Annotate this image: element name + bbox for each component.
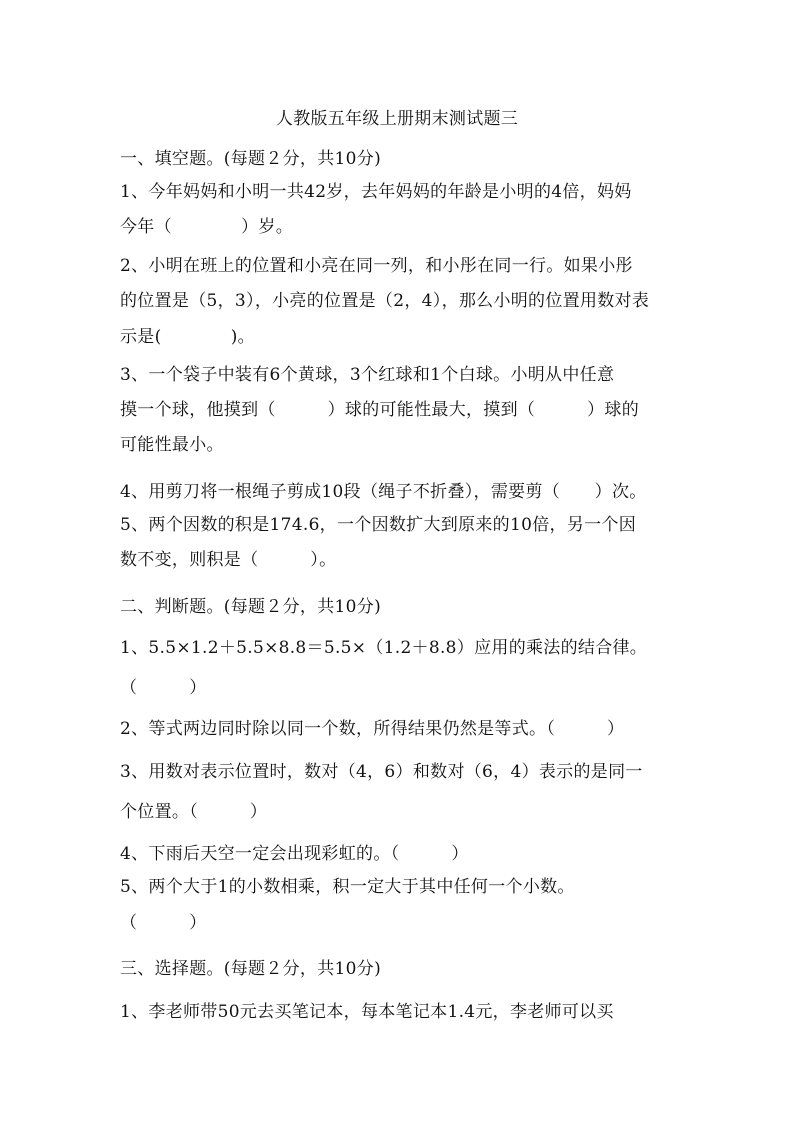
section-header-multiple-choice: 三、选择题。(每题２分，共10分): [120, 959, 381, 979]
section-header-true-false: 二、判断题。(每题２分，共10分): [120, 597, 381, 617]
question-text: 5、两个大于1的小数相乘，积一定大于其中任何一个小数。: [120, 877, 575, 897]
question-text: 2、等式两边同时除以同一个数，所得结果仍然是等式。（ ）: [120, 719, 625, 739]
page-title: 人教版五年级上册期末测试题三: [275, 109, 519, 129]
question-text: 的位置是（5，3），小亮的位置是（2，4），那么小明的位置用数对表: [120, 291, 650, 311]
question-text: 个位置。（ ）: [120, 802, 268, 822]
question-text: 4、下雨后天空一定会出现彩虹的。（ ）: [120, 844, 469, 864]
question-text: 数不变，则积是（ ）。: [120, 550, 337, 570]
question-text: 可能性最小。: [120, 435, 224, 455]
question-text: 1、今年妈妈和小明一共42岁，去年妈妈的年龄是小明的4倍，妈妈: [120, 182, 632, 202]
question-text: 1、5.5×1.2＋5.5×8.8＝5.5×（1.2＋8.8）应用的乘法的结合律。: [120, 638, 648, 658]
question-text: 2、小明在班上的位置和小亮在同一列，和小彤在同一行。如果小彤: [120, 256, 633, 276]
question-text: 今年（ ）岁。: [120, 217, 293, 237]
question-text: 4、用剪刀将一根绳子剪成10段（绳子不折叠），需要剪（ ）次。: [120, 482, 647, 502]
question-text: 3、用数对表示位置时，数对（4，6）和数对（6，4）表示的是同一: [120, 762, 643, 782]
question-text: 1、李老师带50元去买笔记本，每本笔记本1.4元，李老师可以买: [120, 1002, 614, 1022]
answer-blank: （ ）: [120, 913, 207, 933]
section-header-fill-in: 一、填空题。(每题２分，共10分): [120, 149, 381, 169]
answer-blank: （ ）: [120, 678, 207, 698]
question-text: 5、两个因数的积是174.6，一个因数扩大到原来的10倍，另一个因: [120, 515, 637, 535]
question-text: 摸一个球，他摸到（ ）球的可能性最大，摸到（ ）球的: [120, 400, 639, 420]
question-text: 示是( )。: [120, 327, 255, 347]
question-text: 3、一个袋子中装有6个黄球，3个红球和1个白球。小明从中任意: [120, 365, 615, 385]
